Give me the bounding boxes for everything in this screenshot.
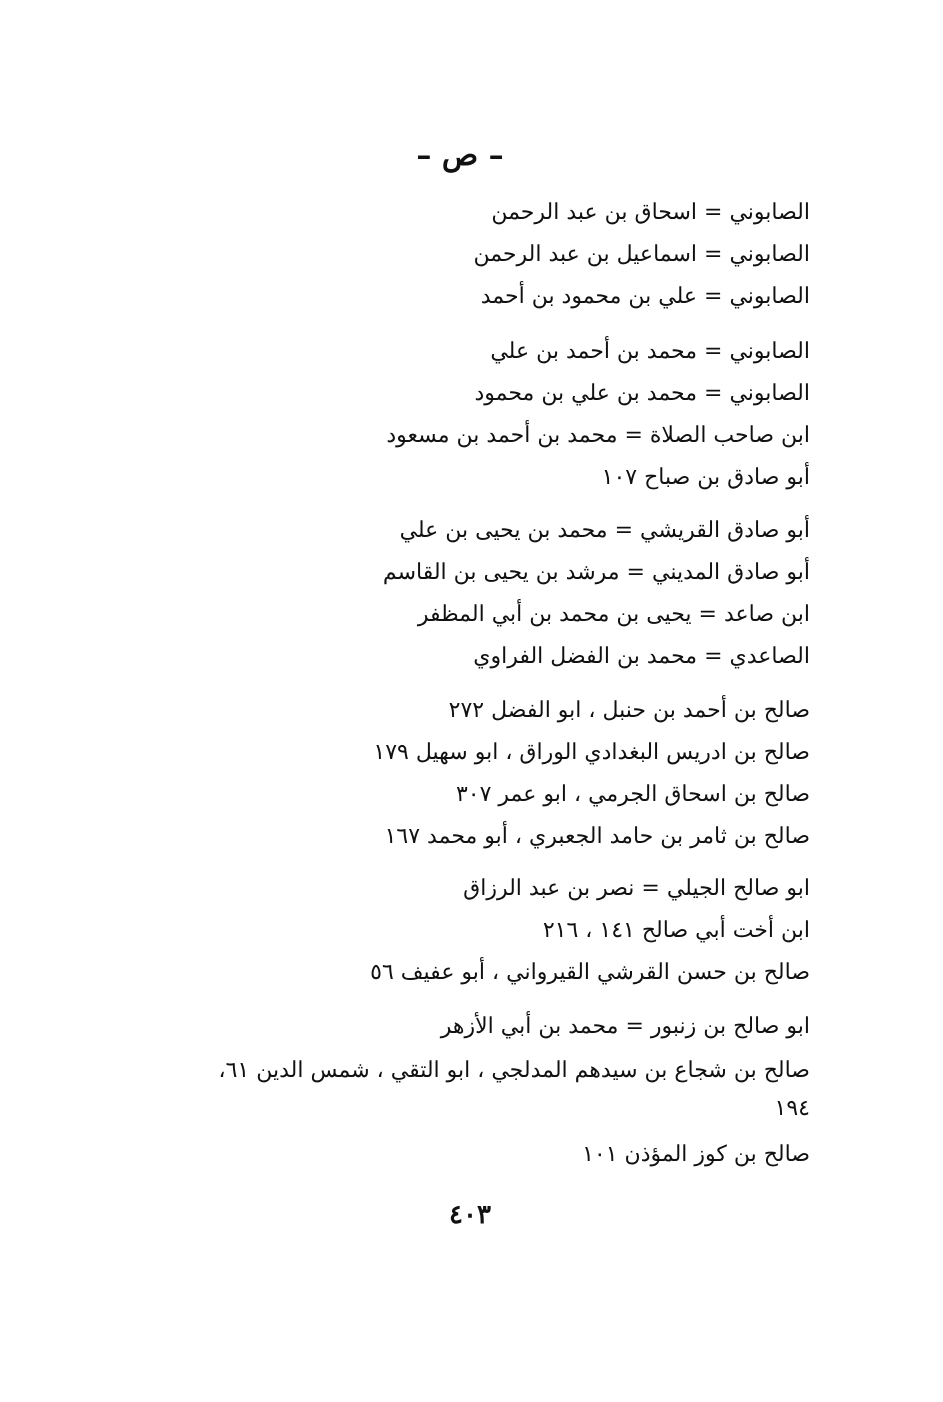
page-number: ٤٠٣ xyxy=(449,1200,491,1230)
index-entry: الصابوني = اسحاق بن عبد الرحمن xyxy=(491,200,810,225)
index-entry: صالح بن ثامر بن حامد الجعبري ، أبو محمد ١٦٧ xyxy=(384,824,810,849)
section-letter-header: – ص – xyxy=(416,138,504,173)
index-entry: ابن أخت أبي صالح ١٤١ ، ٢١٦ xyxy=(542,918,810,943)
index-entry: ابن صاعد = يحيى بن محمد بن أبي المظفر xyxy=(417,602,810,627)
index-entry: الصاعدي = محمد بن الفضل الفراوي xyxy=(473,644,810,669)
index-entry: صالح بن كوز المؤذن ١٠١ xyxy=(582,1142,810,1167)
index-entry: الصابوني = علي بن محمود بن أحمد xyxy=(480,284,810,309)
index-entry: صالح بن شجاع بن سيدهم المدلجي ، ابو التقي ، شمس الدين ٦١، xyxy=(218,1058,810,1083)
index-entry-continuation: ١٩٤ xyxy=(774,1096,810,1121)
index-entry: ابو صالح الجيلي = نصر بن عبد الرزاق xyxy=(463,876,810,901)
index-entry: صالح بن اسحاق الجرمي ، ابو عمر ٣٠٧ xyxy=(455,782,810,807)
index-entry: أبو صادق القريشي = محمد بن يحيى بن علي xyxy=(399,518,810,543)
index-entry: الصابوني = محمد بن علي بن محمود xyxy=(474,381,810,406)
index-entry: صالح بن ادريس البغدادي الوراق ، ابو سهيل ١٧٩ xyxy=(373,740,810,765)
index-entry: صالح بن أحمد بن حنبل ، ابو الفضل ٢٧٢ xyxy=(448,698,810,723)
index-entry: أبو صادق المديني = مرشد بن يحيى بن القاسم xyxy=(382,560,810,585)
index-entry: ابن صاحب الصلاة = محمد بن أحمد بن مسعود xyxy=(386,423,810,448)
index-entry: صالح بن حسن القرشي القيرواني ، أبو عفيف ٥٦ xyxy=(370,960,810,985)
index-entry: الصابوني = محمد بن أحمد بن علي xyxy=(490,339,810,364)
index-entry: ابو صالح بن زنبور = محمد بن أبي الأزهر xyxy=(440,1014,810,1039)
index-entry: أبو صادق بن صباح ١٠٧ xyxy=(601,465,810,490)
index-entry: الصابوني = اسماعيل بن عبد الرحمن xyxy=(473,242,810,267)
